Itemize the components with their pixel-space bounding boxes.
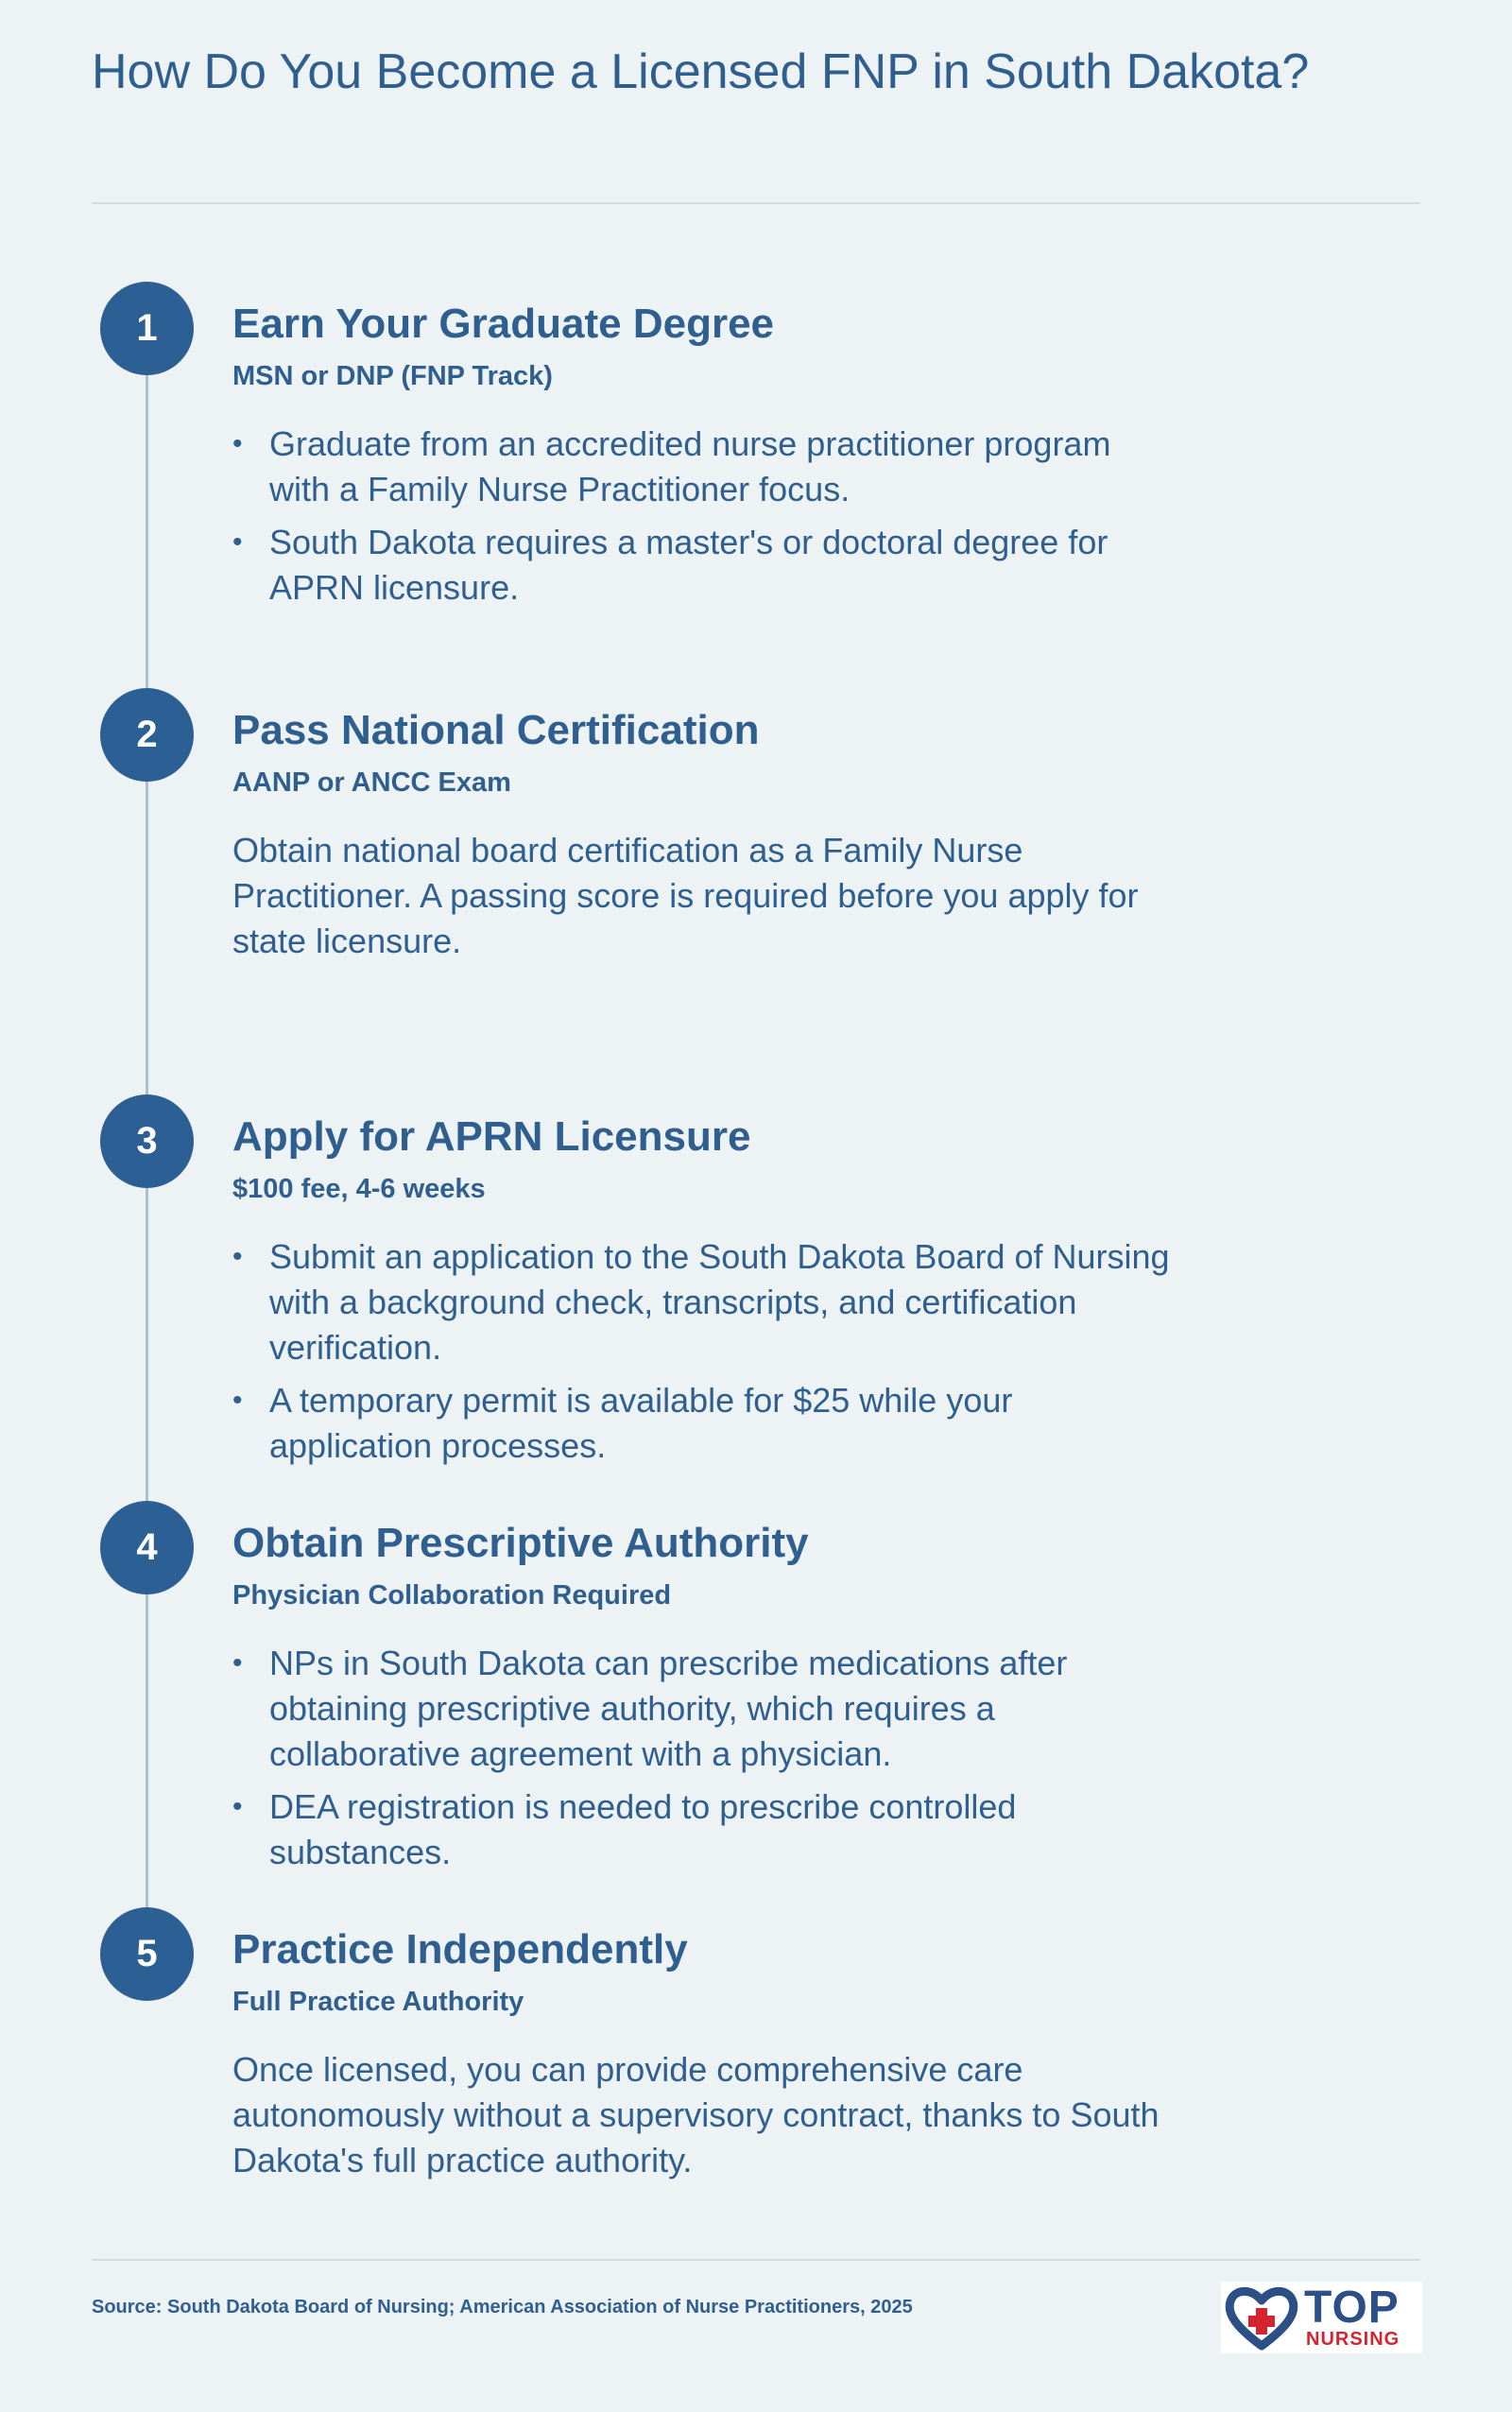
title-divider — [92, 202, 1420, 204]
step-subtitle: MSN or DNP (FNP Track) — [232, 361, 553, 391]
bullet-item: • Submit an application to the South Dakota Board of Nursing with a background check, transcripts, and certification verification. — [232, 1234, 1177, 1370]
logo-nursing-text: NURSING — [1306, 2329, 1400, 2350]
step-title: Apply for APRN Licensure — [232, 1113, 751, 1160]
step-title: Obtain Prescriptive Authority — [232, 1520, 809, 1566]
step-subtitle: AANP or ANCC Exam — [232, 767, 511, 798]
step-title: Earn Your Graduate Degree — [232, 301, 775, 347]
bullet-item: • DEA registration is needed to prescribe controlled substances. — [232, 1784, 1177, 1875]
step-bullets — [232, 1641, 1177, 1883]
footer-divider — [92, 2259, 1420, 2261]
step-number-badge: 3 — [100, 1094, 194, 1188]
logo-top-text: TOP — [1304, 2283, 1400, 2333]
top-nursing-logo — [1221, 2282, 1422, 2353]
step-number-badge: 1 — [100, 282, 194, 375]
bullet-item: • Graduate from an accredited nurse practitioner program with a Family Nurse Practitioner focus. — [232, 422, 1177, 512]
source-citation: Source: South Dakota Board of Nursing; American Association of Nurse Practitioners, 2025 — [92, 2297, 913, 2317]
step-description: Once licensed, you can provide comprehensive care autonomously without a supervisory contract, thanks to South Dakota's full practice authority. — [232, 2050, 1160, 2179]
step-bullets — [232, 422, 1177, 618]
page-title: How Do You Become a Licensed FNP in South Dakota? — [92, 44, 1310, 99]
bullet-item: • South Dakota requires a master's or doctoral degree for APRN licensure. — [232, 520, 1177, 611]
step-subtitle: $100 fee, 4-6 weeks — [232, 1174, 486, 1204]
step-description: Obtain national board certification as a Family Nurse Practitioner. A passing score is required before you apply for state licensure. — [232, 831, 1139, 960]
step-number-badge: 4 — [100, 1501, 194, 1594]
step-bullets — [232, 1234, 1177, 1476]
heart-cross-icon — [1225, 2285, 1298, 2352]
step-number-badge: 5 — [100, 1907, 194, 2001]
step-title: Practice Independently — [232, 1926, 688, 1973]
step-subtitle: Physician Collaboration Required — [232, 1580, 672, 1611]
bullet-item: • A temporary permit is available for $25 while your application processes. — [232, 1378, 1177, 1469]
step-number-badge: 2 — [100, 688, 194, 782]
bullet-item: • NPs in South Dakota can prescribe medications after obtaining prescriptive authority, which requires a collaborative agreement with a physician. — [232, 1641, 1177, 1777]
step-title: Pass National Certification — [232, 707, 760, 753]
step-subtitle: Full Practice Authority — [232, 1987, 524, 2017]
